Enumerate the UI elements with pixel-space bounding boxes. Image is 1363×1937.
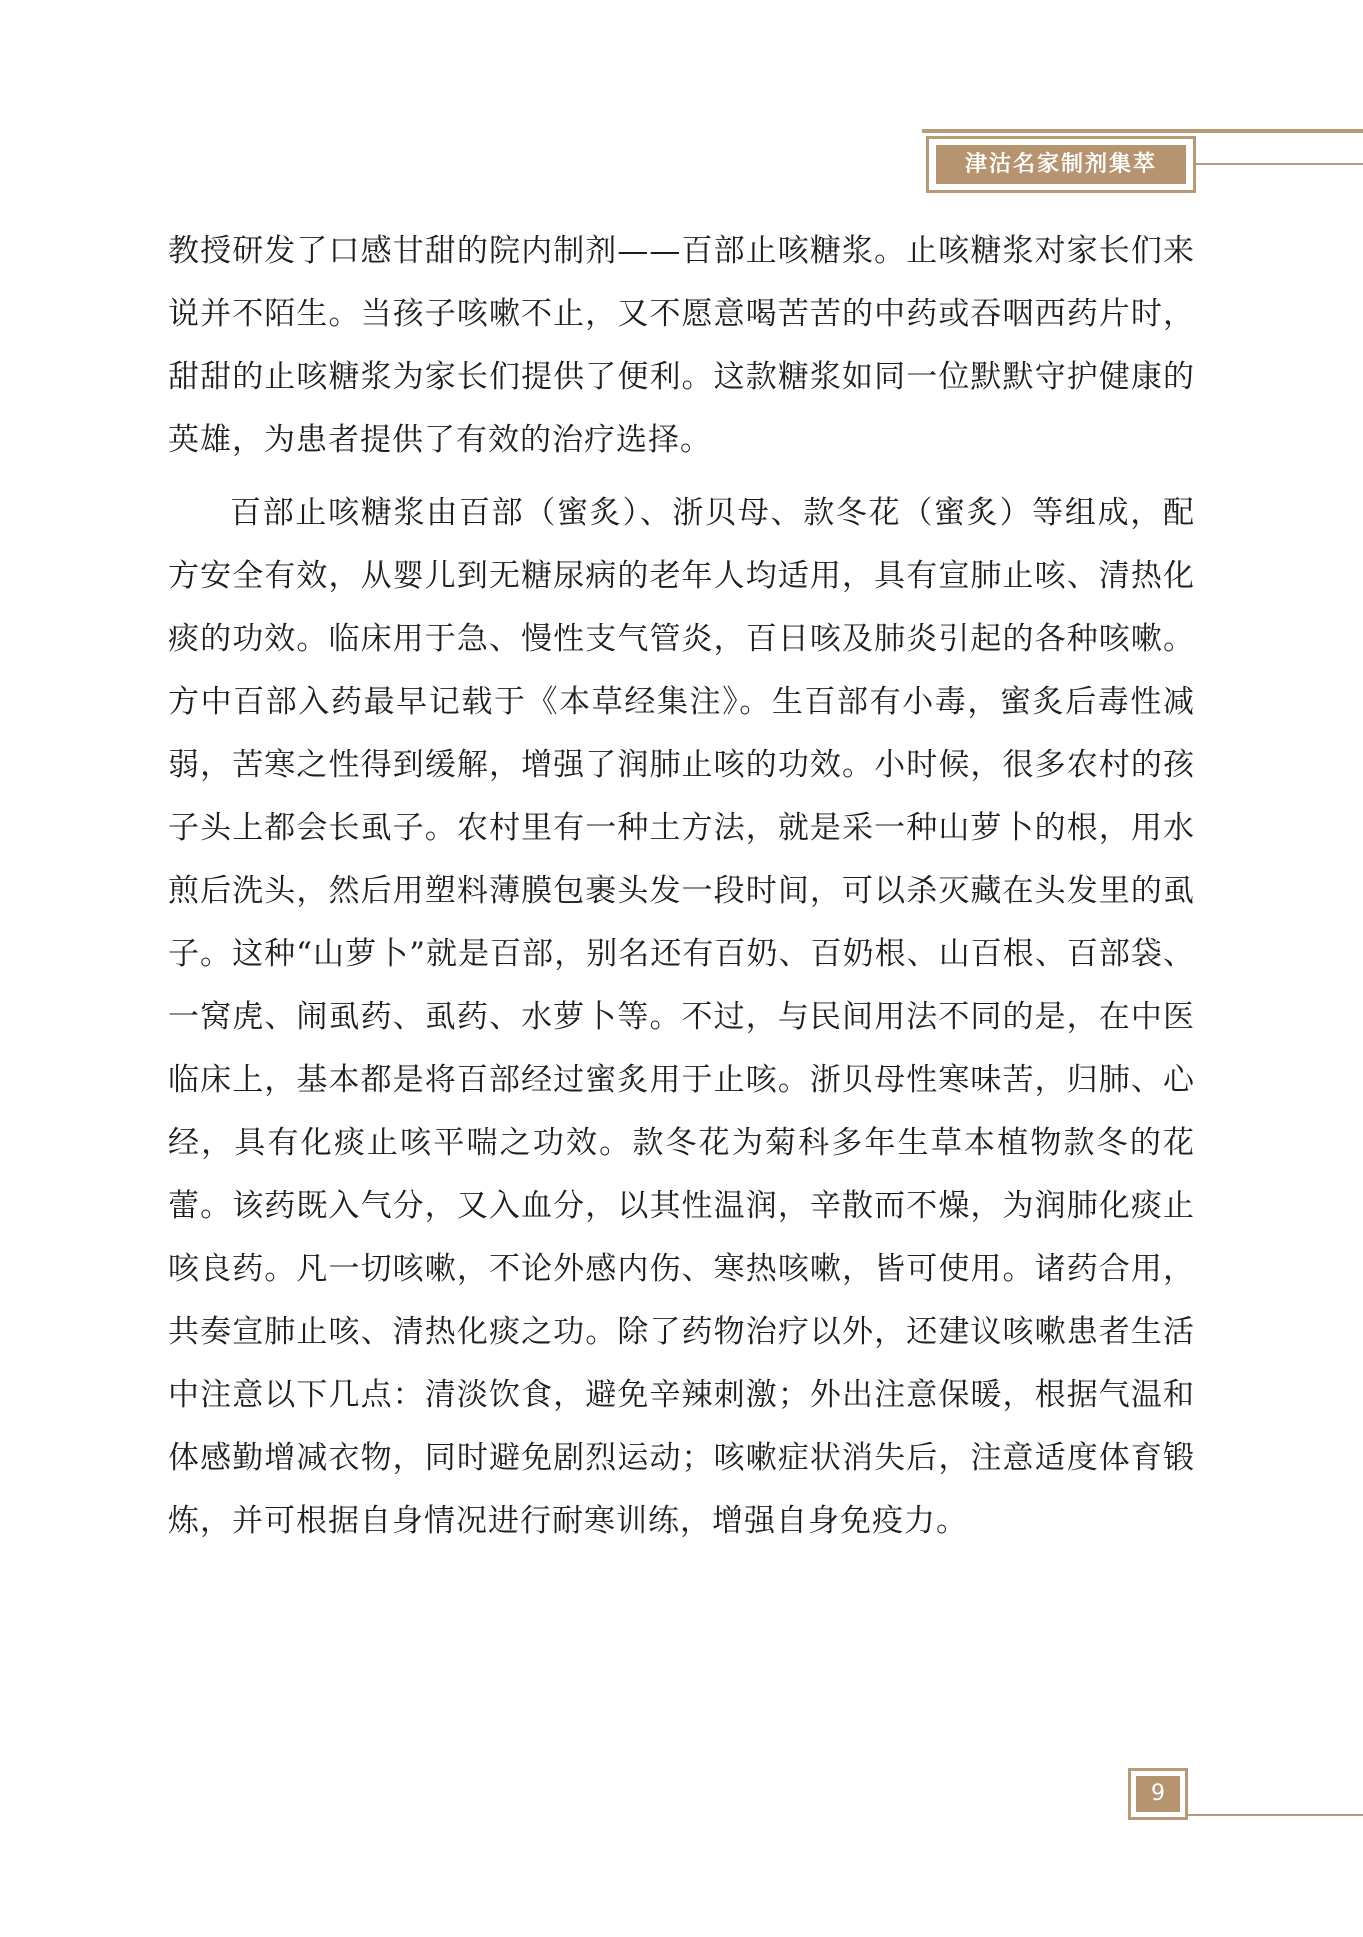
footer-rule bbox=[1188, 1814, 1363, 1816]
running-header bbox=[926, 136, 1196, 193]
header-rule bbox=[922, 129, 1363, 133]
book-title: 津沽名家制剂集萃 bbox=[936, 145, 1186, 184]
paragraph: 教授研发了口感甘甜的院内制剂——百部止咳糖浆。止咳糖浆对家长们来说并不陌生。当孩子咳嗽不止，又不愿意喝苦苦的中药或吞咽西药片时，甜甜的止咳糖浆为家长们提供了便利。这款糖浆如同一位默默守护健康的英雄，为患者提供了有效的治疗选择。 bbox=[168, 233, 1195, 458]
paragraph: 百部止咳糖浆由百部（蜜炙）、浙贝母、款冬花（蜜炙）等组成，配方安全有效，从婴儿到无糖尿病的老年人均适用，具有宣肺止咳、清热化痰的功效。临床用于急、慢性支气管炎，百日咳及肺炎引起的各种咳嗽。方中百部入药最早记载于《本草经集注》。生百部有小毒，蜜炙后毒性减弱，苦寒之性得到缓解，增强了润肺止咳的功效。小时候，很多农村的孩子头上都会长虱子。农村里有一种土方法，就是采一种山萝卜的根，用水煎后洗头，然后用塑料薄膜包裹头发一段时间，可以杀灭藏在头发里的虱子。这种“山萝卜”就是百部，别名还有百奶、百奶根、山百根、百部袋、一窝虎、闹虱药、虱药、水萝卜等。不过，与民间用法不同的是，在中医临床上，基本都是将百部经过蜜炙用于止咳。浙贝母性寒味苦，归肺、心经，具有化痰止咳平喘之功效。款冬花为菊科多年生草本植物款冬的花蕾。该药既入气分，又入血分，以其性温润，辛散而不燥，为润肺化痰止咳良药。凡一切咳嗽，不论外感内伤、寒热咳嗽，皆可使用。诸药合用，共奏宣肺止咳、清热化痰之功。除了药物治疗以外，还建议咳嗽患者生活中注意以下几点：清淡饮食，避免辛辣刺激；外出注意保暖，根据气温和体感勤增减衣物，同时避免剧烈运动；咳嗽症状消失后，注意适度体育锻炼，并可根据自身情况进行耐寒训练，增强自身免疫力。 bbox=[168, 495, 1195, 1539]
page-number-box bbox=[1128, 1768, 1188, 1820]
page-number: 9 bbox=[1136, 1776, 1180, 1812]
header-side-line bbox=[1196, 163, 1363, 165]
body-text bbox=[168, 220, 1195, 1553]
